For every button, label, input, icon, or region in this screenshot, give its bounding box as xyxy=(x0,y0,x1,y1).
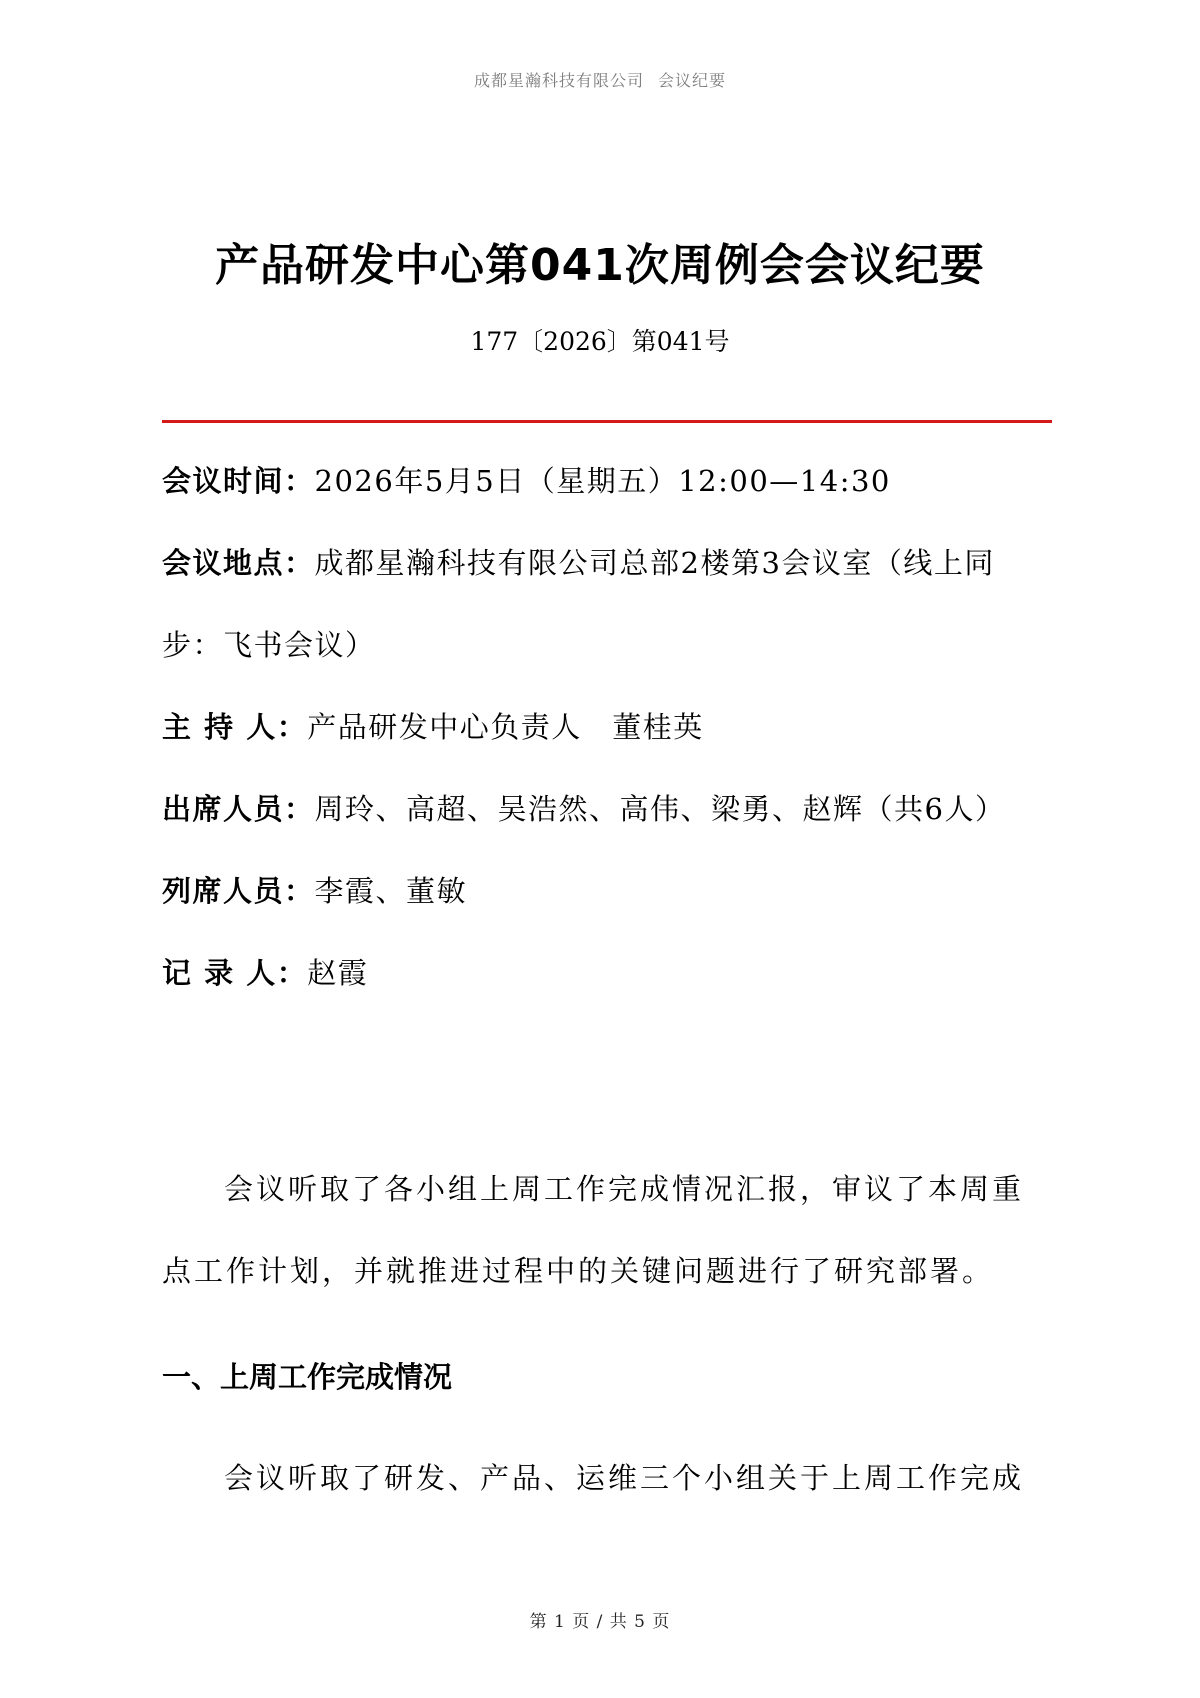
meeting-observers xyxy=(162,850,1052,932)
meeting-time xyxy=(162,440,1052,522)
meeting-host-value: 产品研发中心负责人 董桂英 xyxy=(307,710,704,744)
meeting-attendees-label: 出席人员： xyxy=(162,792,315,826)
meeting-observers-value: 李霞、董敏 xyxy=(314,874,468,908)
section-paragraph: 会议听取了研发、产品、运维三个小组关于上周工作完成 xyxy=(224,1461,1025,1495)
meeting-location xyxy=(162,522,1052,686)
meeting-recorder-value: 赵霞 xyxy=(307,956,369,990)
meeting-time-value: 2026年5月5日（星期五）12:00—14:30 xyxy=(314,464,891,498)
header-company: 成都星瀚科技有限公司 xyxy=(473,71,644,90)
meeting-host xyxy=(162,686,1052,768)
meeting-recorder-label: 记 录 人： xyxy=(162,956,308,990)
meeting-info xyxy=(162,440,1052,1014)
intro-paragraph: 会议听取了各小组上周工作完成情况汇报，审议了本周重点工作计划，并就推进过程中的关键问题进行了研究部署。 xyxy=(162,1172,1025,1288)
meeting-location-value: 成都星瀚科技有限公司总部2楼第3会议室（线上同步：飞书会议） xyxy=(162,546,995,662)
meeting-observers-label: 列席人员： xyxy=(162,874,315,908)
meeting-attendees xyxy=(162,768,1052,850)
document-title: 产品研发中心第041次周例会会议纪要 xyxy=(215,240,985,291)
meeting-host-label: 主 持 人： xyxy=(162,710,308,744)
red-divider xyxy=(162,420,1052,423)
page-number: 第 1 页 / 共 5 页 xyxy=(529,1612,671,1632)
section-heading: 一、上周工作完成情况 xyxy=(162,1360,453,1394)
document-number: 177〔2026〕第041号 xyxy=(470,327,730,356)
meeting-recorder xyxy=(162,932,1052,1014)
meeting-time-label: 会议时间： xyxy=(162,464,315,498)
meeting-attendees-value: 周玲、高超、吴浩然、高伟、梁勇、赵辉（共6人） xyxy=(314,792,1006,826)
running-header xyxy=(0,68,1200,91)
meeting-location-label: 会议地点： xyxy=(162,546,315,580)
header-doc-type: 会议纪要 xyxy=(658,71,727,90)
